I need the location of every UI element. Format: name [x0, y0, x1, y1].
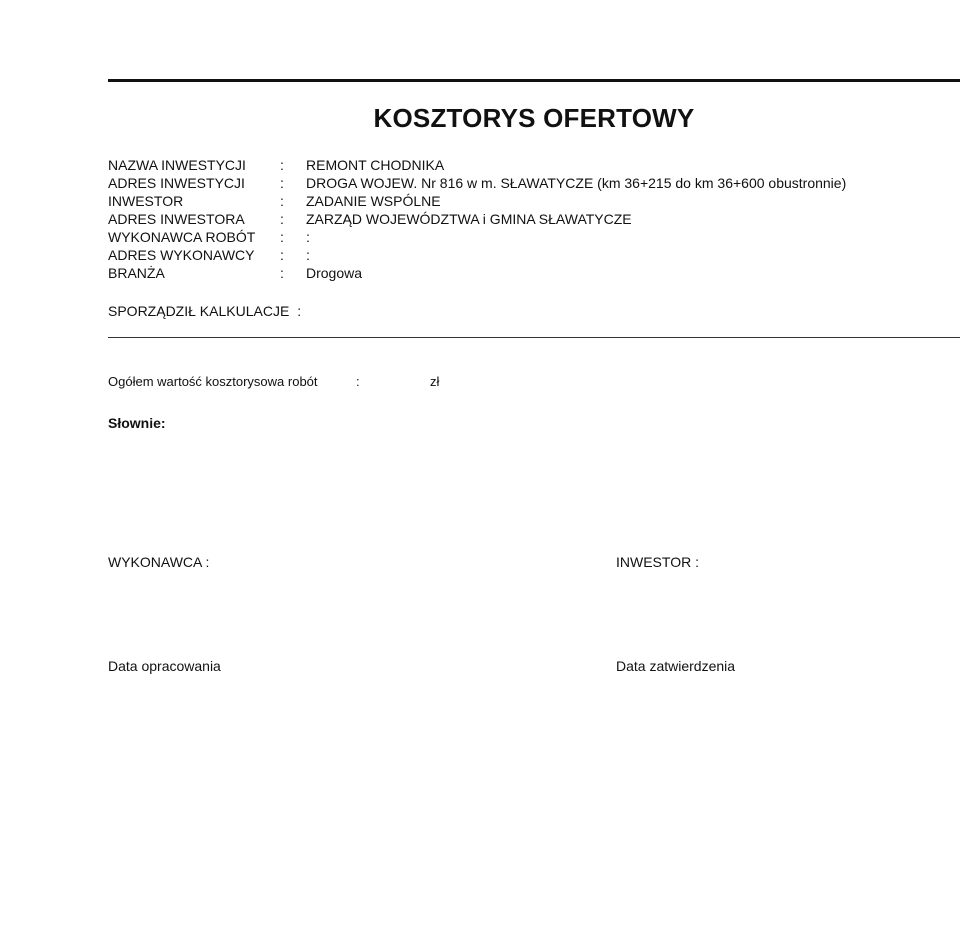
field-colon: : — [280, 157, 284, 173]
total-value-currency: zł — [430, 374, 440, 389]
field-label: BRANŻA — [108, 265, 165, 281]
field-colon: : — [280, 193, 284, 209]
field-label: NAZWA INWESTYCJI — [108, 157, 246, 173]
prepared-by-colon: : — [297, 303, 302, 319]
field-value: ZARZĄD WOJEWÓDZTWA i GMINA SŁAWATYCZE — [306, 211, 632, 227]
prepared-date-label: Data opracowania — [108, 658, 221, 674]
field-label: WYKONAWCA ROBÓT — [108, 229, 256, 245]
field-colon: : — [280, 265, 284, 281]
field-colon: : — [280, 229, 284, 245]
field-value: REMONT CHODNIKA — [306, 157, 445, 173]
total-value-row — [108, 373, 440, 391]
contractor-signature-label: WYKONAWCA : — [108, 554, 210, 570]
field-value: : — [306, 247, 310, 263]
field-value: : — [306, 229, 310, 245]
field-label: ADRES INWESTYCJI — [108, 175, 245, 191]
field-value: Drogowa — [306, 265, 363, 281]
top-divider — [108, 79, 960, 82]
field-label: INWESTOR — [108, 193, 184, 209]
approval-date-label: Data zatwierdzenia — [616, 658, 736, 674]
field-label: ADRES INWESTORA — [108, 211, 245, 227]
middle-divider — [108, 337, 960, 338]
field-value: ZADANIE WSPÓLNE — [306, 193, 441, 209]
field-colon: : — [280, 175, 284, 191]
total-value-colon: : — [356, 374, 360, 389]
in-words-label: Słownie: — [108, 415, 166, 431]
prepared-by-label: SPORZĄDZIŁ KALKULACJE — [108, 303, 290, 319]
total-value-label: Ogółem wartość kosztorysowa robót — [108, 374, 318, 389]
prepared-by — [108, 302, 301, 320]
investor-signature-label: INWESTOR : — [616, 554, 699, 570]
field-label: ADRES WYKONAWCY — [108, 247, 255, 263]
document-title: KOSZTORYS OFERTOWY — [373, 103, 695, 133]
field-colon: : — [280, 211, 284, 227]
field-value: DROGA WOJEW. Nr 816 w m. SŁAWATYCZE (km 36+215 do km 36+600 obustronnie) — [306, 175, 847, 191]
field-colon: : — [280, 247, 284, 263]
